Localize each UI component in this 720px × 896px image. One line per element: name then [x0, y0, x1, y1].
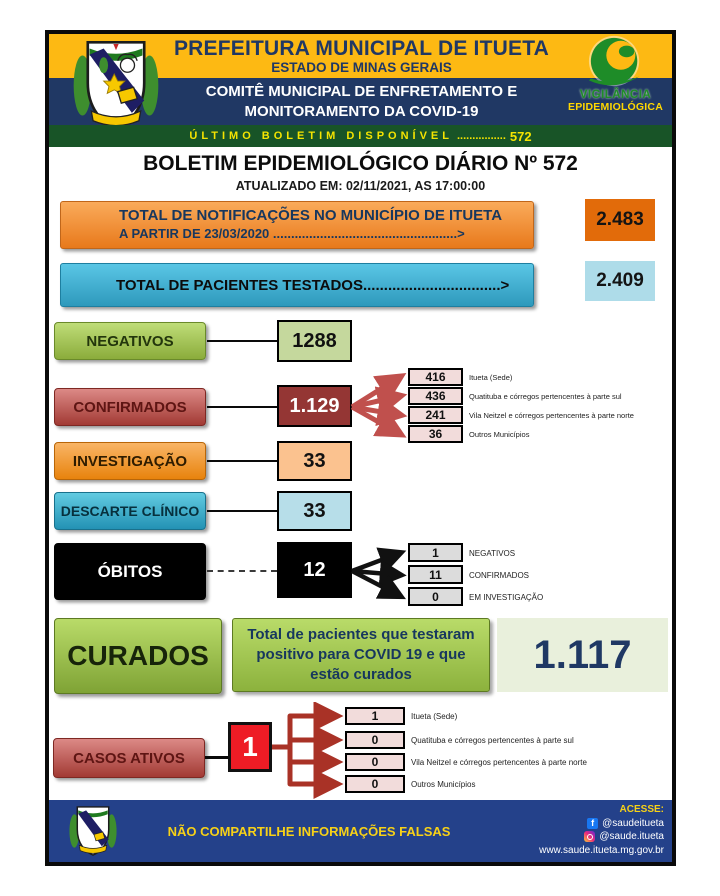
- last-bulletin-label: ÚLTIMO BOLETIM DISPONÍVEL: [189, 130, 453, 142]
- investigacao-connector: [207, 460, 277, 462]
- footer-website-link[interactable]: www.saude.itueta.mg.gov.br: [539, 844, 664, 856]
- descarte-clinico-button: DESCARTE CLÍNICO: [54, 492, 206, 530]
- committee-line1: COMITÊ MUNICIPAL DE ENFRETAMENTO E: [205, 83, 518, 100]
- vigilancia-label-line2: EPIDEMIOLÓGICA: [568, 101, 663, 113]
- last-bulletin-dots: ................: [456, 130, 506, 142]
- casos-ativos-breakdown-label: Outros Municípios: [411, 780, 476, 789]
- obitos-value: 12: [277, 542, 352, 598]
- instagram-icon: [584, 831, 595, 842]
- obitos-arrows: [350, 543, 408, 607]
- descarte-value: 33: [277, 491, 352, 531]
- negativos-value: 1288: [277, 320, 352, 362]
- confirmados-button: CONFIRMADOS: [54, 388, 206, 426]
- confirmados-breakdown-label: Quatituba e córregos pertencentes à parte sul: [469, 392, 622, 401]
- committee-line2: MONITORAMENTO DA COVID-19: [244, 103, 479, 121]
- footer-links: [474, 803, 664, 857]
- negativos-button: NEGATIVOS: [54, 322, 206, 360]
- tested-banner: TOTAL DE PACIENTES TESTADOS.................................>: [60, 263, 534, 307]
- confirmados-breakdown-label: Itueta (Sede): [469, 373, 513, 382]
- bulletin-frame: [45, 30, 676, 866]
- obitos-breakdown-label: EM INVESTIGAÇÃO: [469, 593, 544, 602]
- footer-access-label: ACESSE:: [619, 804, 664, 815]
- obitos-breakdown-box: 0: [408, 587, 463, 606]
- confirmados-value: 1.129: [277, 385, 352, 427]
- confirmados-connector: [207, 406, 277, 408]
- obitos-connector: [207, 570, 277, 572]
- confirmados-breakdown-label: Vila Neitzel e córregos pertencentes à parte norte: [469, 411, 634, 420]
- vigilancia-swirl-icon: [573, 34, 659, 92]
- facebook-icon: f: [587, 818, 598, 829]
- confirmados-breakdown-box: 436: [408, 387, 463, 405]
- notifications-label-line1: TOTAL DE NOTIFICAÇÕES NO MUNICÍPIO DE ITUETA: [119, 207, 503, 224]
- tested-value: 2.409: [585, 261, 655, 301]
- last-bulletin-bar: [49, 125, 672, 147]
- updated-timestamp: ATUALIZADO EM: 02/11/2021, AS 17:00:00: [235, 179, 486, 193]
- footer-coat-of-arms-logo: [63, 804, 123, 858]
- itueta-coat-of-arms-logo: [61, 37, 171, 134]
- vigilancia-label-line1: VIGILÂNCIA: [579, 89, 652, 101]
- casos-ativos-breakdown-label: Quatituba e córregos pertencentes à parte sul: [411, 736, 574, 745]
- instagram-handle: @saude.itueta: [599, 831, 664, 842]
- footer-warning: NÃO COMPARTILHE INFORMAÇÕES FALSAS: [167, 824, 451, 839]
- confirmados-breakdown-box: 241: [408, 406, 463, 424]
- page-title: BOLETIM EPIDEMIOLÓGICO DIÁRIO Nº 572: [143, 152, 578, 175]
- descarte-connector: [207, 510, 277, 512]
- municipality-title: PREFEITURA MUNICIPAL DE ITUETA: [173, 37, 550, 60]
- obitos-button: ÓBITOS: [54, 543, 206, 600]
- committee-title: [164, 82, 559, 123]
- state-subtitle: ESTADO DE MINAS GERAIS: [271, 60, 452, 75]
- investigacao-button: INVESTIGAÇÃO: [54, 442, 206, 480]
- obitos-breakdown-box: 11: [408, 565, 463, 584]
- confirmados-arrows: [350, 368, 408, 446]
- footer-facebook-link[interactable]: [474, 817, 664, 831]
- casos-ativos-button: CASOS ATIVOS: [53, 738, 205, 778]
- confirmados-breakdown-label: Outros Municípios: [469, 430, 530, 439]
- casos-ativos-breakdown-box: 0: [345, 753, 405, 771]
- obitos-breakdown-box: 1: [408, 543, 463, 562]
- curados-button: CURADOS: [54, 618, 222, 694]
- vigilancia-epidemiologica-logo: [559, 34, 672, 125]
- casos-ativos-breakdown-label: Itueta (Sede): [411, 712, 458, 721]
- casos-ativos-breakdown-label: Vila Neitzel e córregos pertencentes à parte norte: [411, 758, 587, 767]
- obitos-breakdown-label: NEGATIVOS: [469, 549, 516, 558]
- casos-ativos-breakdown-box: 1: [345, 707, 405, 725]
- confirmados-breakdown-box: 36: [408, 425, 463, 443]
- notifications-label-line2: A PARTIR DE 23/03/2020 ...................................................>: [119, 226, 465, 241]
- casos-ativos-value: 1: [228, 722, 272, 772]
- curados-description: Total de pacientes que testaram positivo para COVID 19 e que estão curados: [232, 618, 490, 692]
- casos-ativos-bracket-arrows: [270, 702, 346, 802]
- investigacao-value: 33: [277, 441, 352, 481]
- confirmados-breakdown-box: 416: [408, 368, 463, 386]
- notifications-value: 2.483: [585, 199, 655, 241]
- footer-instagram-link[interactable]: [474, 830, 664, 844]
- footer-bar: [49, 800, 672, 862]
- obitos-breakdown-label: CONFIRMADOS: [469, 571, 529, 580]
- last-bulletin-number: 572: [509, 128, 532, 144]
- facebook-handle: @saudeitueta: [602, 817, 664, 829]
- notifications-banner: [60, 201, 534, 249]
- casos-ativos-connector: [205, 756, 228, 759]
- casos-ativos-breakdown-box: 0: [345, 731, 405, 749]
- negativos-connector: [207, 340, 277, 342]
- curados-value: 1.117: [497, 618, 668, 692]
- casos-ativos-breakdown-box: 0: [345, 775, 405, 793]
